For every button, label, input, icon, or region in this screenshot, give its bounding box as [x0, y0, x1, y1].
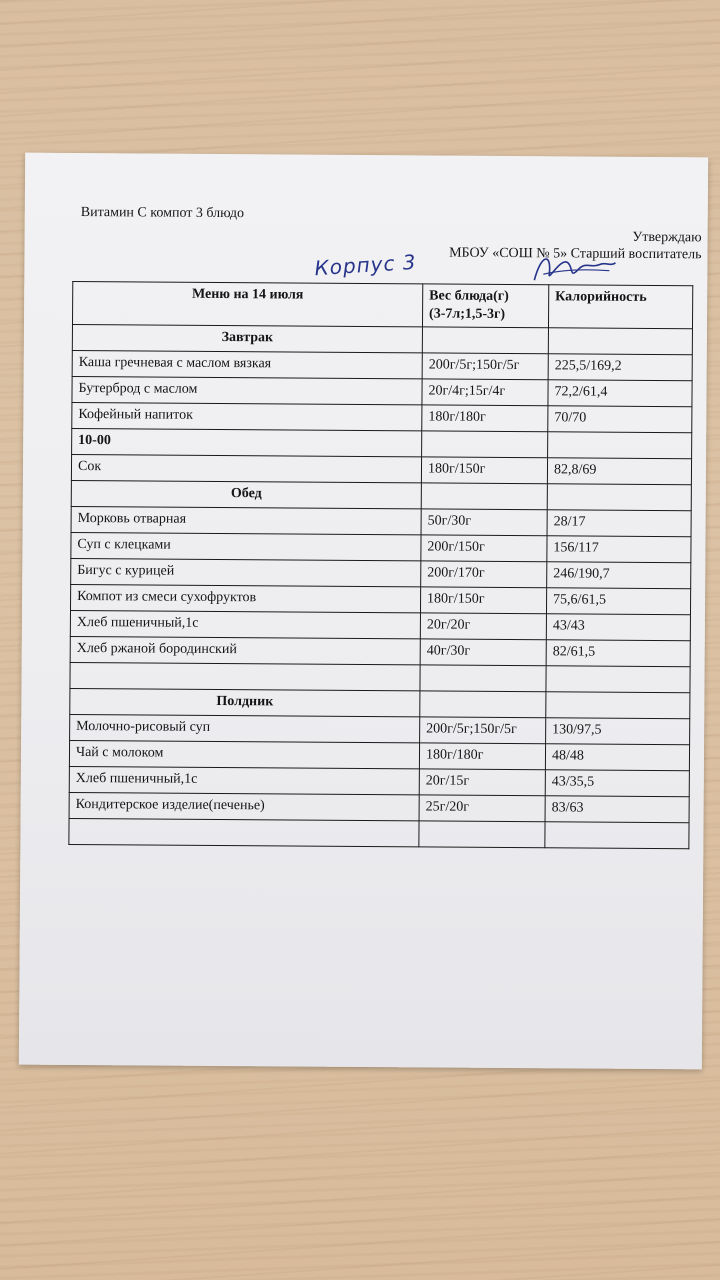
approval-word: Утверждаю [632, 229, 702, 246]
dish-name: Кофейный напиток [72, 402, 422, 430]
dish-calories [545, 822, 689, 849]
dish-calories: 48/48 [545, 744, 689, 771]
dish-calories: 43/43 [546, 614, 690, 641]
dish-weight [421, 483, 547, 510]
dish-weight [422, 431, 548, 458]
dish-calories [548, 328, 692, 355]
dish-weight: 200г/150г [421, 535, 547, 562]
dish-calories [546, 692, 690, 719]
section-title: Полдник [70, 688, 420, 716]
dish-calories: 83/63 [545, 796, 689, 823]
dish-weight: 50г/30г [421, 509, 547, 536]
dish-weight: 25г/20г [419, 795, 545, 822]
menu-sheet [19, 153, 708, 1070]
section-title: Обед [71, 480, 421, 508]
handwritten-note: Корпус 3 [313, 249, 418, 281]
header-note: Витамин С компот 3 блюдо [80, 205, 245, 222]
dish-weight: 200г/170г [421, 561, 547, 588]
dish-calories: 82,8/69 [547, 458, 691, 485]
dish-calories: 246/190,7 [547, 562, 691, 589]
signature-icon [529, 248, 619, 289]
dish-calories: 82/61,5 [546, 640, 690, 667]
dish-name: Сок [71, 454, 421, 482]
dish-weight [420, 691, 546, 718]
dish-name: Компот из смеси сухофруктов [70, 584, 420, 612]
header-weight: Вес блюда(г) (3-7л;1,5-3г) [422, 284, 548, 328]
dish-weight: 180г/150г [420, 587, 546, 614]
dish-name: 10-00 [72, 428, 422, 456]
dish-calories: 75,6/61,5 [546, 588, 690, 615]
approval-line: МБОУ «СОШ № 5» Старший воспитатель [449, 245, 702, 263]
dish-name: Молочно-рисовый суп [70, 714, 420, 742]
dish-calories [546, 666, 690, 693]
dish-weight [419, 821, 545, 848]
dish-name: Морковь отварная [71, 506, 421, 534]
dish-name: Каша гречневая с маслом вязкая [72, 350, 422, 378]
dish-weight: 40г/30г [420, 639, 546, 666]
table-header-row [72, 281, 692, 328]
menu-table [68, 281, 693, 849]
dish-weight: 20г/4г;15г/4г [422, 379, 548, 406]
dish-weight [422, 327, 548, 354]
dish-weight: 200г/5г;150г/5г [422, 353, 548, 380]
header-menu: Меню на 14 июля [72, 281, 422, 326]
dish-name: Чай с молоком [69, 740, 419, 768]
dish-weight: 180г/150г [421, 457, 547, 484]
dish-calories: 156/117 [547, 536, 691, 563]
dish-calories [548, 432, 692, 459]
dish-weight: 20г/20г [420, 613, 546, 640]
dish-name: Кондитерское изделие(печенье) [69, 792, 419, 820]
dish-calories: 72,2/61,4 [548, 380, 692, 407]
dish-calories: 225,5/169,2 [548, 354, 692, 381]
dish-weight: 180г/180г [422, 405, 548, 432]
dish-calories: 28/17 [547, 510, 691, 537]
dish-name: Бигус с курицей [71, 558, 421, 586]
dish-calories [547, 484, 691, 511]
section-title: Завтрак [72, 324, 422, 352]
dish-name [70, 662, 420, 690]
dish-calories: 70/70 [548, 406, 692, 433]
blank-row [69, 818, 689, 848]
dish-calories: 43/35,5 [545, 770, 689, 797]
dish-weight: 20г/15г [419, 769, 545, 796]
dish-name: Хлеб ржаной бородинский [70, 636, 420, 664]
dish-name: Хлеб пшеничный,1с [69, 766, 419, 794]
dish-name: Бутерброд с маслом [72, 376, 422, 404]
dish-weight: 200г/5г;150г/5г [420, 717, 546, 744]
menu-body [69, 324, 693, 848]
dish-name: Хлеб пшеничный,1с [70, 610, 420, 638]
header-calories: Калорийность [548, 285, 692, 329]
dish-calories: 130/97,5 [546, 718, 690, 745]
dish-name [69, 818, 419, 846]
dish-name: Суп с клецками [71, 532, 421, 560]
dish-weight [420, 665, 546, 692]
dish-weight: 180г/180г [419, 743, 545, 770]
